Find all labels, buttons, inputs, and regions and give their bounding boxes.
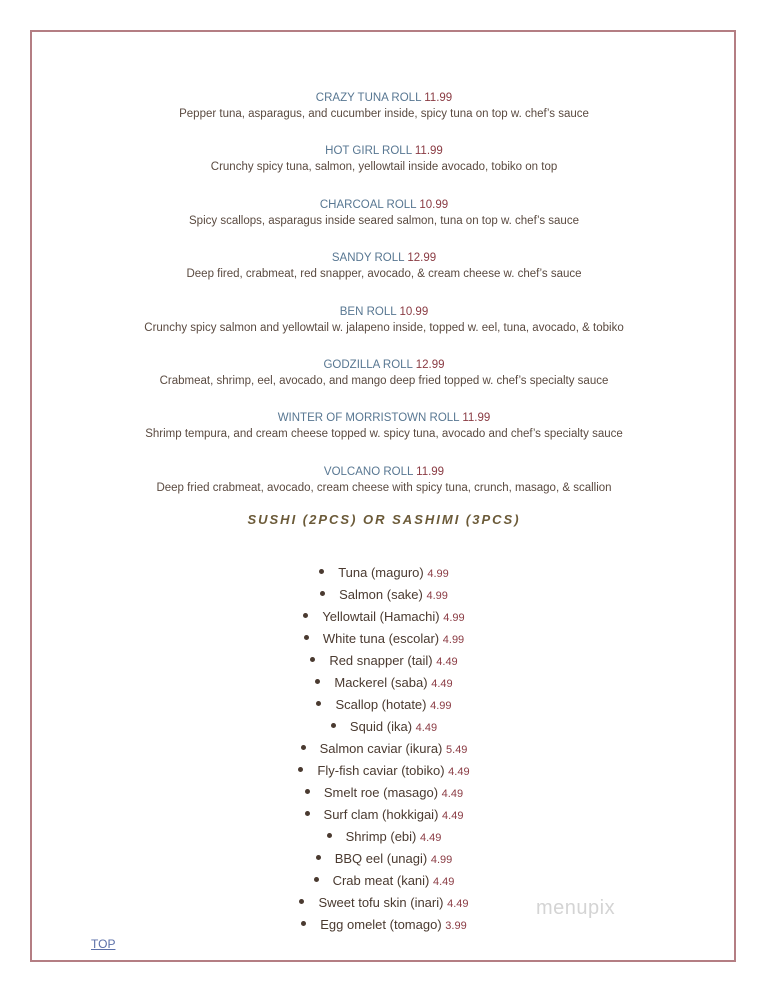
bullet-icon [301, 745, 306, 750]
roll-description: Spicy scallops, asparagus inside seared salmon, tuna on top w. chef’s sauce [189, 214, 579, 227]
item-price: 4.49 [441, 788, 464, 800]
roll-price: 11.99 [416, 465, 445, 478]
roll-item [32, 304, 736, 357]
list-item: Surf clam (hokkigai) 4.49 [32, 804, 736, 826]
list-item: White tuna (escolar) 4.99 [32, 628, 736, 650]
item-price: 4.49 [431, 678, 453, 690]
list-item: Salmon caviar (ikura) 5.49 [32, 738, 736, 760]
roll-description: Pepper tuna, asparagus, and cucumber inside, spicy tuna on top w. chef’s sauce [179, 108, 589, 120]
bullet-icon [310, 657, 315, 662]
roll-price: 11.99 [462, 412, 491, 425]
item-price: 4.49 [436, 656, 458, 668]
roll-item [32, 90, 736, 143]
bullet-icon [331, 723, 336, 728]
roll-description: Deep fried crabmeat, avocado, cream cheese with spicy tuna, crunch, masago, & scallion [156, 481, 612, 494]
rolls-list [32, 90, 736, 517]
roll-item [32, 250, 736, 303]
roll-price: 12.99 [407, 252, 437, 265]
section-title: SUSHI (2PCS) OR SASHIMI (3PCS) [247, 512, 521, 527]
bullet-icon [316, 701, 321, 706]
bullet-icon [305, 789, 310, 794]
roll-name: GODZILLA ROLL 12.99 [323, 358, 445, 371]
list-item: Egg omelet (tomago) 3.99 [32, 914, 736, 936]
roll-name: CRAZY TUNA ROLL 11.99 [315, 92, 453, 104]
list-item: Smelt roe (masago) 4.49 [32, 782, 736, 804]
list-item: Crab meat (kani) 4.49 [32, 870, 736, 892]
item-price: 4.99 [430, 700, 452, 712]
roll-price: 10.99 [399, 305, 429, 318]
list-item: Yellowtail (Hamachi) 4.99 [32, 606, 736, 628]
roll-item [32, 464, 736, 517]
bullet-icon [303, 613, 308, 618]
roll-name: WINTER OF MORRISTOWN ROLL 11.99 [277, 412, 491, 425]
bullet-icon [314, 877, 319, 882]
bullet-icon [316, 855, 321, 860]
item-price: 4.49 [433, 876, 455, 888]
roll-description: Deep fired, crabmeat, red snapper, avocado, & cream cheese w. chef’s sauce [186, 268, 582, 281]
item-price: 4.99 [430, 854, 453, 866]
roll-name: BEN ROLL 10.99 [339, 305, 429, 318]
roll-price: 10.99 [419, 198, 449, 211]
bullet-icon [305, 811, 310, 816]
bullet-icon [299, 899, 304, 904]
roll-description: Crunchy spicy salmon and yellowtail w. jalapeno inside, topped w. eel, tuna, avocado, & tobiko [144, 321, 624, 334]
watermark: menupix [536, 897, 616, 919]
bullet-icon [301, 921, 306, 926]
bullet-icon [315, 679, 320, 684]
bullet-icon [327, 833, 332, 838]
list-item: Scallop (hotate) 4.99 [32, 694, 736, 716]
item-price: 4.99 [442, 634, 465, 646]
roll-name: SANDY ROLL 12.99 [331, 252, 437, 265]
roll-item [32, 410, 736, 463]
item-price: 4.49 [442, 810, 464, 822]
bullet-icon [319, 569, 324, 574]
roll-description: Shrimp tempura, and cream cheese topped w. spicy tuna, avocado and chef’s specialty sauce [145, 428, 623, 441]
list-item: Shrimp (ebi) 4.49 [32, 826, 736, 848]
item-price: 4.49 [448, 766, 470, 778]
item-price: 4.99 [427, 568, 449, 580]
roll-name: CHARCOAL ROLL 10.99 [319, 198, 449, 211]
bullet-icon [298, 767, 303, 772]
list-item: Squid (ika) 4.49 [32, 716, 736, 738]
item-price: 4.99 [443, 612, 465, 624]
item-price: 4.99 [426, 590, 448, 602]
roll-item [32, 143, 736, 196]
roll-description: Crabmeat, shrimp, eel, avocado, and mango deep fried topped w. chef’s specialty sauce [159, 374, 609, 387]
roll-price: 12.99 [415, 358, 445, 371]
item-price: 4.49 [447, 898, 469, 910]
list-item: Mackerel (saba) 4.49 [32, 672, 736, 694]
list-item: Sweet tofu skin (inari) 4.49 [32, 892, 736, 914]
list-item: Tuna (maguro) 4.99 [32, 562, 736, 584]
roll-price: 11.99 [414, 145, 443, 158]
roll-name: VOLCANO ROLL 11.99 [323, 465, 445, 478]
item-price: 4.49 [420, 832, 442, 844]
bullet-icon [304, 635, 309, 640]
roll-name: HOT GIRL ROLL 11.99 [325, 145, 443, 158]
roll-description: Crunchy spicy tuna, salmon, yellowtail inside avocado, tobiko on top [210, 161, 558, 174]
top-link[interactable]: TOP [91, 937, 116, 951]
list-item: Fly-fish caviar (tobiko) 4.49 [32, 760, 736, 782]
bullet-icon [320, 591, 325, 596]
item-price: 3.99 [445, 920, 467, 932]
item-price: 5.49 [446, 744, 468, 756]
list-item: Salmon (sake) 4.99 [32, 584, 736, 606]
item-price: 4.49 [415, 722, 438, 734]
list-item: BBQ eel (unagi) 4.99 [32, 848, 736, 870]
roll-item [32, 357, 736, 410]
sushi-list [32, 562, 736, 936]
roll-price: 11.99 [424, 92, 453, 104]
list-item: Red snapper (tail) 4.49 [32, 650, 736, 672]
roll-item [32, 197, 736, 250]
